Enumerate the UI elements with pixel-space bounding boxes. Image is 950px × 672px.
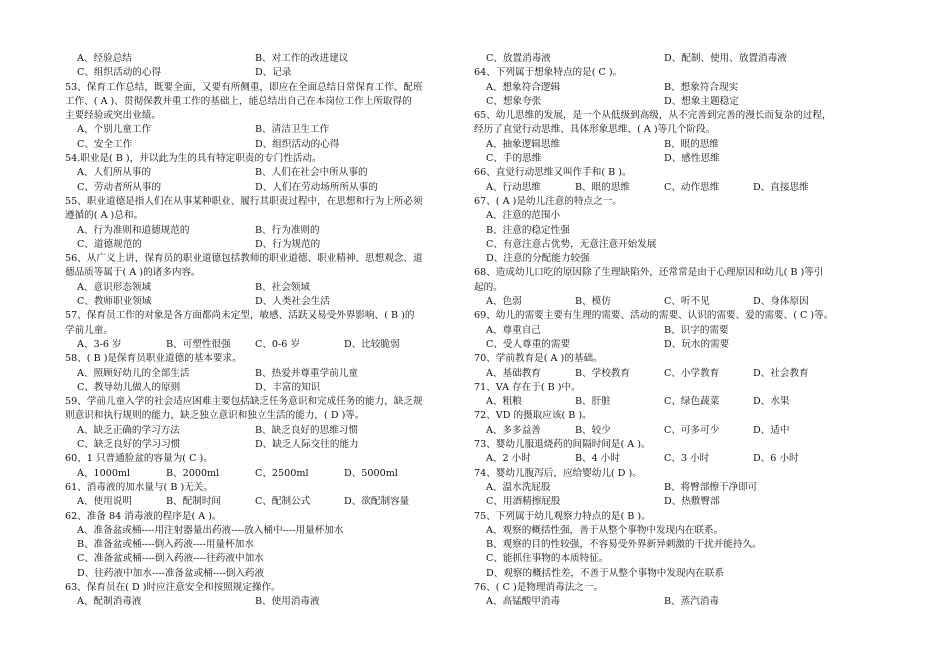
options-row xyxy=(474,395,842,409)
option-text: B、缺乏良好的思维习惯 xyxy=(255,424,358,436)
options-row xyxy=(65,467,433,481)
option-line: C、准备盆或桶----倒入药液----往药液中加水 xyxy=(77,553,264,565)
option-text: A、抽象逻辑思维 xyxy=(486,138,561,150)
options-row xyxy=(65,238,433,252)
option-text: A、高锰酸甲消毒 xyxy=(486,596,561,608)
question-line: 75、下列属于幼儿观察力特点的是( B )。 xyxy=(474,510,651,522)
option-text: D、欲配制容量 xyxy=(344,496,410,508)
options-row xyxy=(65,595,433,609)
options-row xyxy=(65,295,433,309)
option-text: A、多多益善 xyxy=(486,424,541,436)
question-line: 73、婴幼儿服退烧药的间隔时间是( A )。 xyxy=(474,439,651,451)
option-line: D、往药液中加水----准备盆或桶----倒入药液 xyxy=(77,567,265,579)
option-text: A、人们所从事的 xyxy=(77,167,152,179)
option-text: D、社会教育 xyxy=(753,367,809,379)
option-text: C、放置消毒液 xyxy=(486,53,551,64)
option-text: A、个别儿童工作 xyxy=(77,124,152,136)
options-row xyxy=(474,452,842,466)
option-line: A、准备盆或桶----用注射器量出药液----放入桶中----用量杯加水 xyxy=(77,524,344,536)
option-text: B、使用消毒液 xyxy=(255,596,320,608)
option-text: C、安全工作 xyxy=(77,138,133,150)
option-text: B、想象符合现实 xyxy=(664,81,739,93)
option-text: A、粗粮 xyxy=(486,396,522,408)
question-line: 德品质等属于( A )的诸多内容。 xyxy=(65,267,201,279)
option-text: C、劳动者所从事的 xyxy=(77,181,162,193)
question-line: 74、婴幼儿腹泻后，应给婴幼儿( D )。 xyxy=(474,467,642,479)
option-text: B、对工作的改进建议 xyxy=(255,53,349,64)
options-row xyxy=(474,138,842,152)
question-line: 经历了直觉行动思维、具体形象思维、( A )等几个阶段。 xyxy=(474,124,716,136)
option-text: A、照顾好幼儿的全部生活 xyxy=(77,367,190,379)
option-line: D、观察的概括性差，不善于从整个事物中发现内在联系 xyxy=(486,567,724,579)
option-text: B、人们在社会中所从事的 xyxy=(255,167,368,179)
question-line: 65、幼儿思维的发展，是一个从低级到高级，从不完善到完善的漫长而复杂的过程， xyxy=(474,110,832,122)
option-text: D、人类社会生活 xyxy=(255,296,330,308)
options-row xyxy=(65,438,433,452)
option-text: C、绿色蔬菜 xyxy=(664,396,720,408)
option-line: D、注意的分配能力较强 xyxy=(486,253,590,265)
option-line: A、注意的范围小 xyxy=(486,210,561,222)
options-row xyxy=(65,166,433,180)
option-text: A、意识形态领域 xyxy=(77,281,152,293)
options-row xyxy=(65,52,433,66)
question-line: 则意识和执行规则的能力，缺乏独立意识和独立生活的能力，( D )等。 xyxy=(65,410,365,422)
option-text: B、眼的思维 xyxy=(664,138,720,150)
options-row xyxy=(65,495,433,509)
question-line: 61、消毒液的加水量与( B )无关。 xyxy=(65,481,213,493)
question-line: 遵循的( A )总和。 xyxy=(65,210,144,222)
options-row xyxy=(65,381,433,395)
option-text: B、热爱并尊重学前儿童 xyxy=(255,367,358,379)
options-row xyxy=(474,95,842,109)
option-text: A、温水洗屁股 xyxy=(486,481,551,493)
question-line: 53、保育工作总结，既要全面，又要有所侧重，即应在全面总结日常保育工作、配班 xyxy=(65,81,423,93)
options-row xyxy=(65,123,433,137)
options-row xyxy=(474,152,842,166)
question-line: 64、下列属于想象特点的是( C )。 xyxy=(474,67,623,79)
option-text: D、6 小时 xyxy=(753,453,799,465)
question-line: 56、从广义上讲，保育员的职业道德包括教师的职业道德、职业精神、思想观念、道 xyxy=(65,253,423,265)
options-row xyxy=(65,281,433,295)
question-line: 55、职业道德是指人们在从事某种职业、履行其职责过程中，在思想和行为上所必须 xyxy=(65,195,423,207)
option-text: A、缺乏正确的学习方法 xyxy=(77,424,180,436)
options-row xyxy=(474,181,842,195)
option-text: D、记录 xyxy=(255,67,292,79)
option-text: D、人们在劳动场所所从事的 xyxy=(255,181,378,193)
option-text: C、配制公式 xyxy=(255,496,311,508)
options-row xyxy=(474,324,842,338)
option-text: A、使用说明 xyxy=(77,496,132,508)
option-text: B、较少 xyxy=(575,424,611,436)
options-row xyxy=(474,481,842,495)
option-text: A、行动思维 xyxy=(486,181,541,193)
option-text: D、配制、使用、放置消毒液 xyxy=(664,53,787,64)
option-text: A、色弱 xyxy=(486,296,522,308)
option-text: B、识字的需要 xyxy=(664,324,729,336)
options-row xyxy=(474,367,842,381)
option-line: B、准备盆或桶----倒入药液----用量杯加水 xyxy=(77,539,254,551)
option-text: C、手的思维 xyxy=(486,153,542,165)
question-line: 起的。 xyxy=(474,281,503,293)
option-text: D、比较脆弱 xyxy=(344,338,400,350)
question-line: 62、准备 84 消毒液的程序是( A )。 xyxy=(65,510,222,522)
options-row xyxy=(65,181,433,195)
option-text: D、身体原因 xyxy=(753,296,809,308)
option-text: C、想象夸张 xyxy=(486,95,542,107)
options-row xyxy=(474,424,842,438)
question-line: 学前儿童。 xyxy=(65,324,113,336)
option-text: D、想象主题稳定 xyxy=(664,95,739,107)
option-text: B、学校教育 xyxy=(575,367,631,379)
option-text: D、行为规范的 xyxy=(255,238,321,250)
options-row xyxy=(474,338,842,352)
options-row xyxy=(65,338,433,352)
option-text: B、模仿 xyxy=(575,296,611,308)
option-text: B、配制时间 xyxy=(166,496,222,508)
option-text: A、配制消毒液 xyxy=(77,596,142,608)
option-line: C、能抓住事物的本质特征。 xyxy=(486,553,609,565)
question-line: 72、VD 的摄取应该( B )。 xyxy=(474,410,592,422)
option-text: A、2 小时 xyxy=(486,453,531,465)
options-row xyxy=(474,495,842,509)
option-text: A、尊重自己 xyxy=(486,324,541,336)
question-line: 60、1 只普通脸盆的容量为( C )。 xyxy=(65,453,213,465)
options-row xyxy=(65,66,433,80)
question-line: 54.职业是( B )，并以此为生的具有特定职责的专门性活动。 xyxy=(65,153,322,165)
option-line: B、注意的稳定性强 xyxy=(486,224,570,236)
option-text: D、玩水的需要 xyxy=(664,338,730,350)
question-line: 67、( A )是幼儿注意的特点之一。 xyxy=(474,195,622,207)
option-text: A、行为准则和道德规范的 xyxy=(77,224,190,236)
option-text: C、2500ml xyxy=(255,467,309,479)
options-row xyxy=(474,595,842,609)
option-text: B、社会领域 xyxy=(255,281,311,293)
option-text: D、热敷臀部 xyxy=(664,496,720,508)
question-line: 66、直觉行动思维又叫作手和( B )。 xyxy=(474,167,632,179)
option-text: C、可多可少 xyxy=(664,424,720,436)
options-row xyxy=(65,224,433,238)
option-text: D、缺乏人际交往的能力 xyxy=(255,439,359,451)
option-text: A、基础教育 xyxy=(486,367,541,379)
left-column xyxy=(65,52,433,610)
option-text: C、教师职业领域 xyxy=(77,296,152,308)
option-text: B、行为准则的 xyxy=(255,224,320,236)
option-text: D、丰富的知识 xyxy=(255,381,321,393)
question-line: 59、学前儿童入学的社会适应困难主要包括缺乏任务意识和完成任务的能力，缺乏规 xyxy=(65,396,423,408)
options-row xyxy=(474,295,842,309)
question-line: 工作、( A )、贯彻保教并重工作的基础上，能总结出自己在本岗位工作上所取得的 xyxy=(65,95,412,107)
question-line: 70、学前教育是( A )的基础。 xyxy=(474,353,603,365)
option-text: C、受人尊重的需要 xyxy=(486,338,571,350)
question-line: 57、保育员工作的对象是各方面都尚未定型，敏感、活跃又易受外界影响、( B )的 xyxy=(65,310,415,322)
option-line: C、有意注意占优势，无意注意开始发展 xyxy=(486,238,657,250)
options-row xyxy=(474,81,842,95)
options-row xyxy=(474,52,842,66)
option-text: B、可塑性很强 xyxy=(166,338,231,350)
options-row xyxy=(65,424,433,438)
question-line: 76、( C )是物理消毒法之一。 xyxy=(474,581,604,593)
option-text: C、0-6 岁 xyxy=(255,338,301,350)
option-text: C、小学教育 xyxy=(664,367,720,379)
question-line: 69、幼儿的需要主要有生理的需要、活动的需要、认识的需要、爱的需要、( C )等。 xyxy=(474,310,834,322)
option-line: A、观察的概括性强，善于从整个事物中发现内在联系。 xyxy=(486,524,724,536)
question-line: 68、造成幼儿口吃的原因除了生理缺陷外，还常常是由于心理原因和幼儿( B )等引 xyxy=(474,267,824,279)
options-row xyxy=(65,138,433,152)
option-text: C、缺乏良好的学习习惯 xyxy=(77,439,181,451)
option-text: C、3 小时 xyxy=(664,453,710,465)
option-text: C、用酒精擦屁股 xyxy=(486,496,561,508)
option-text: C、动作思维 xyxy=(664,181,720,193)
option-text: C、听不见 xyxy=(664,296,710,308)
option-text: B、眼的思维 xyxy=(575,181,631,193)
options-row xyxy=(65,367,433,381)
option-line: B、观察的目的性较强，不容易受外界新异刺激的干扰并能持久。 xyxy=(486,539,762,551)
option-text: C、组织活动的心得 xyxy=(77,67,162,79)
option-text: D、感性思维 xyxy=(664,153,720,165)
question-line: 63、保育员在( D )时应注意安全和按照规定操作。 xyxy=(65,581,281,593)
option-text: B、2000ml xyxy=(166,467,220,479)
option-text: A、3-6 岁 xyxy=(77,338,122,350)
option-text: D、适中 xyxy=(753,424,790,436)
option-text: B、蒸汽消毒 xyxy=(664,596,720,608)
option-text: D、5000ml xyxy=(344,467,398,479)
option-text: D、组织活动的心得 xyxy=(255,138,340,150)
option-text: B、将臀部擦干净即可 xyxy=(664,481,758,493)
option-text: D、直接思维 xyxy=(753,181,809,193)
option-text: D、水果 xyxy=(753,396,790,408)
option-text: A、经验总结 xyxy=(77,53,132,64)
option-text: C、教导幼儿做人的原则 xyxy=(77,381,181,393)
option-text: B、4 小时 xyxy=(575,453,620,465)
question-line: 71、VA 存在于( B )中。 xyxy=(474,381,581,393)
right-column xyxy=(474,52,842,610)
question-line: 58、( B )是保育员职业道德的基本要求。 xyxy=(65,353,242,365)
option-text: A、1000ml xyxy=(77,467,131,479)
option-text: A、想象符合逻辑 xyxy=(486,81,561,93)
question-line: 主要经验或突出业绩。 xyxy=(65,110,161,122)
option-text: C、道德规范的 xyxy=(77,238,142,250)
option-text: B、清洁卫生工作 xyxy=(255,124,330,136)
option-text: B、肝脏 xyxy=(575,396,611,408)
